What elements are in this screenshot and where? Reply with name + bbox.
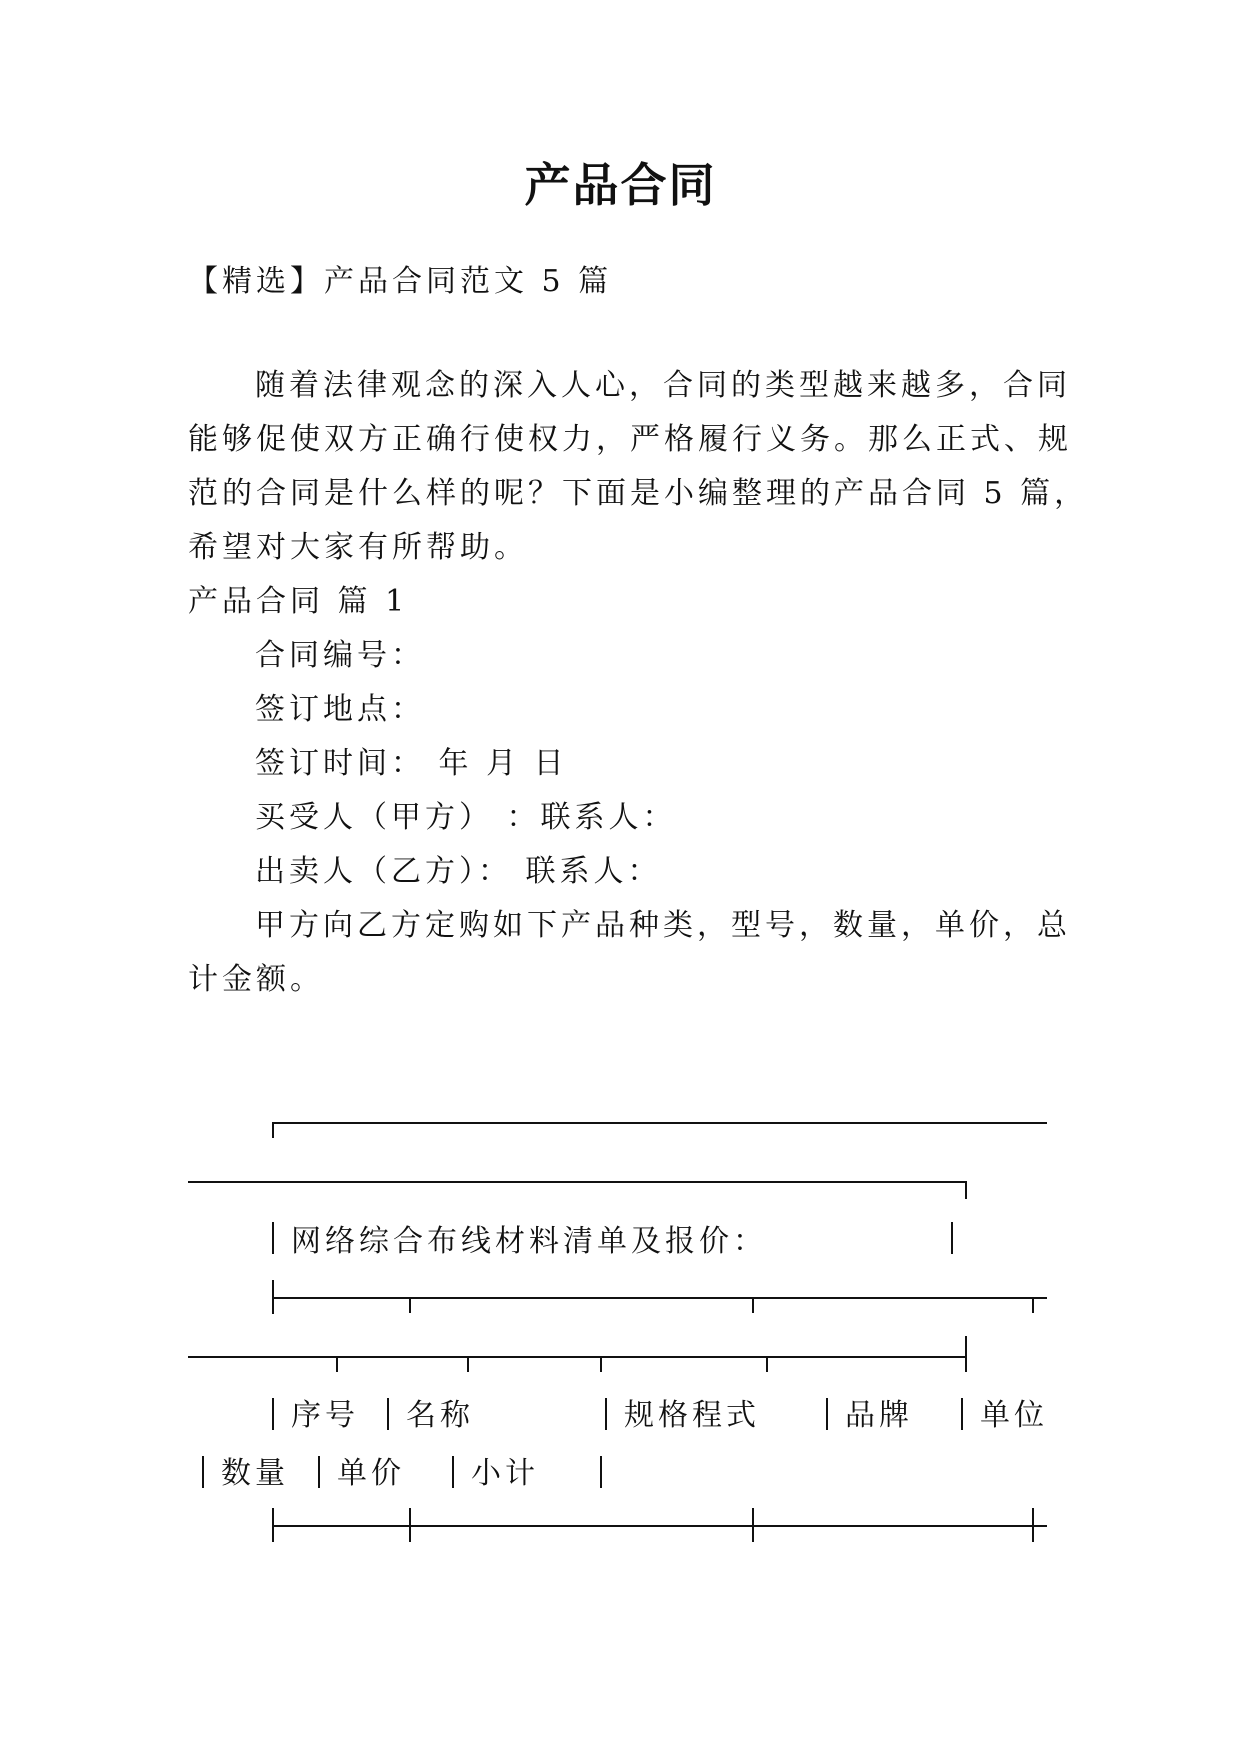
sep1-rule-b (188, 1356, 966, 1358)
sep1-tick-7 (766, 1356, 768, 1372)
intro-line-3: 范的合同是什么样的呢？下面是小编整理的产品合同 5 篇， (188, 476, 1089, 511)
hdr1-bar-0 (272, 1398, 274, 1430)
sep1-tick-2 (752, 1297, 754, 1313)
hdr1-bar-1 (387, 1398, 389, 1430)
sep2-rule (272, 1525, 1047, 1527)
section-heading: 产品合同 篇 1 (188, 584, 409, 619)
hdr1-bar-2 (605, 1398, 607, 1430)
caption-left-bar (272, 1222, 274, 1254)
field-buyer: 买受人（甲方） ：联系人： (255, 800, 677, 835)
field-seller: 出卖人（乙方）： 联系人： (255, 854, 662, 889)
sep1-tick-6 (600, 1356, 602, 1372)
hdr2-bar-1 (318, 1456, 320, 1488)
order-text-line-1: 甲方向乙方定购如下产品种类，型号，数量，单价，总 (255, 908, 1071, 943)
sep1-tick-3 (1032, 1297, 1034, 1313)
sep2-cross-1 (409, 1508, 411, 1542)
header-seq: 序号 (291, 1398, 359, 1433)
hdr2-bar-2 (452, 1456, 454, 1488)
header-spec: 规格程式 (624, 1398, 760, 1433)
header-unit: 单位 (980, 1398, 1048, 1433)
table-top-right-corner (965, 1181, 967, 1199)
caption-right-bar (951, 1222, 953, 1254)
hdr2-bar-3 (600, 1456, 602, 1488)
header-subtotal: 小计 (471, 1456, 539, 1491)
sep1-rule-a (272, 1297, 1047, 1299)
sep1-tick-5 (467, 1356, 469, 1372)
field-contract-no: 合同编号： (255, 638, 425, 673)
intro-line-2: 能够促使双方正确行使权力，严格履行义务。那么正式、规 (188, 422, 1072, 457)
table-top-left-corner (272, 1122, 274, 1138)
header-name: 名称 (406, 1398, 474, 1433)
intro-line-4: 希望对大家有所帮助。 (188, 530, 528, 565)
sep2-cross-2 (752, 1508, 754, 1542)
sep1-right-bar (965, 1336, 967, 1372)
header-qty: 数量 (221, 1456, 289, 1491)
hdr1-bar-3 (826, 1398, 828, 1430)
table-top-rule-a (272, 1122, 1047, 1124)
hdr1-bar-4 (961, 1398, 963, 1430)
sep1-tick-1 (409, 1297, 411, 1313)
sep2-cross-3 (1032, 1508, 1034, 1542)
field-sign-place: 签订地点： (255, 692, 425, 727)
order-text-line-2: 计金额。 (188, 962, 324, 997)
field-sign-time: 签订时间： 年 月 日 (255, 746, 568, 781)
table-caption: 网络综合布线材料清单及报价： (291, 1224, 767, 1259)
document-title: 产品合同 (524, 158, 717, 212)
header-price: 单价 (337, 1456, 405, 1491)
document-subtitle: 【精选】产品合同范文 5 篇 (188, 264, 613, 299)
hdr2-bar-0 (202, 1456, 204, 1488)
sep1-tick-4 (336, 1356, 338, 1372)
table-top-rule-b (188, 1181, 966, 1183)
header-brand: 品牌 (845, 1398, 913, 1433)
intro-line-1: 随着法律观念的深入人心，合同的类型越来越多，合同 (255, 368, 1071, 403)
